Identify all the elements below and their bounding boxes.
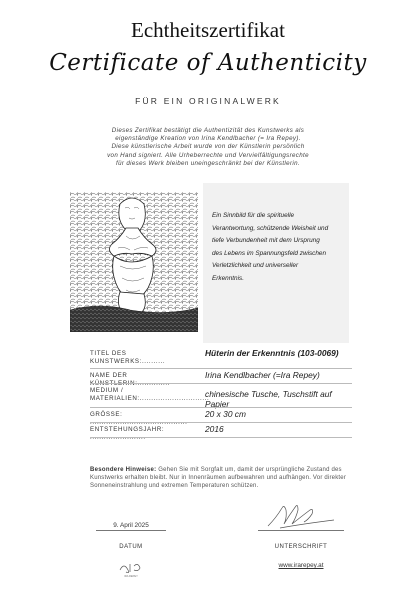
field-medium-value: chinesische Tusche, Tuschstift auf Papier [205,389,332,409]
intro-paragraph [62,127,354,168]
intro-line: von Hand signiert. Alle Urheberrechte und Vervielfältigungsrechte [107,151,309,159]
date-label: DATUM [119,544,143,550]
intro-line: Diese künstlerische Arbeit wurde von der Künstlerin persönlich [111,143,305,151]
certificate-subtitle: FÜR EIN ORIGINALWERK [135,96,281,106]
field-medium-label-line: MATERIALIEN:.............................. [90,395,210,402]
field-medium-label-line: MEDIUM / [90,387,124,394]
description-line: des Lebens im Spannungsfeld zwischen [212,249,327,257]
field-divider [90,407,352,408]
field-artist-label: NAME DER KÜNSTLERIN:.............. [90,372,170,387]
signature [262,500,342,532]
care-notes [90,466,352,490]
certificate-title-german: Echtheitszertifikat [131,18,285,42]
description-line: Ein Sinnbild für die spirituelle [212,212,295,219]
artwork-drawing [70,192,198,332]
field-medium-label [90,387,210,403]
certificate-title-english: Certificate of Authenticity [49,50,367,76]
field-size-label: GRÖSSE: .......................................... [90,411,188,426]
signature-line [258,530,344,531]
intro-line: Dieses Zertifikat bestätigt die Authentizität des Kunstwerks als [111,127,305,134]
date-value: 9. April 2025 [113,522,149,529]
intro-line: für dieses Werk bleiben uneingeschränkt bei der Künstlerin. [116,159,300,167]
field-artist-value: Irina Kendlbacher (=Ira Repey) [205,370,320,380]
care-notes-text: Gehen Sie mit Sorgfalt um, damit der ursprüngliche Zustand des Kunstwerks erhalten bleibt. Nur in Innenräumen aufbewahren und aufhängen. Vor direkter Sonneneinstrahlung und extremen Temperaturen schützen. [90,467,347,489]
description-line: Erkenntnis. [212,274,244,282]
field-divider [90,368,352,369]
artwork-image [70,192,198,332]
field-year-value: 2016 [205,424,224,434]
field-divider [90,422,352,423]
intro-line: eigenständige Kreation von Irina Kendlbacher (= Ira Repey). [115,135,301,143]
description-line: tiefe Verbundenheit mit dem Ursprung [212,237,320,245]
field-year-label: ENTSTEHUNGSJAHR: ........................ [90,426,165,441]
artist-logo-text: IRA REPEY [124,575,138,578]
artwork-description [212,210,344,286]
field-title-label: TITEL DES KUNSTWERKS:.......... [90,350,166,365]
field-divider [90,437,352,438]
field-size-value: 20 x 30 cm [205,409,246,419]
website-link[interactable]: www.irarepey.at [278,562,324,569]
field-title-value: Hüterin der Erkenntnis (103-0069) [205,348,339,358]
description-line: Verantwortung, schützende Weisheit und [212,224,329,232]
field-divider [90,383,352,384]
artist-logo [116,558,146,578]
description-line: Verletzlichkeit und universeller [212,262,299,270]
date-line [96,530,166,531]
care-notes-heading: Besondere Hinweise: [90,467,157,473]
signature-label: UNTERSCHRIFT [274,544,328,550]
